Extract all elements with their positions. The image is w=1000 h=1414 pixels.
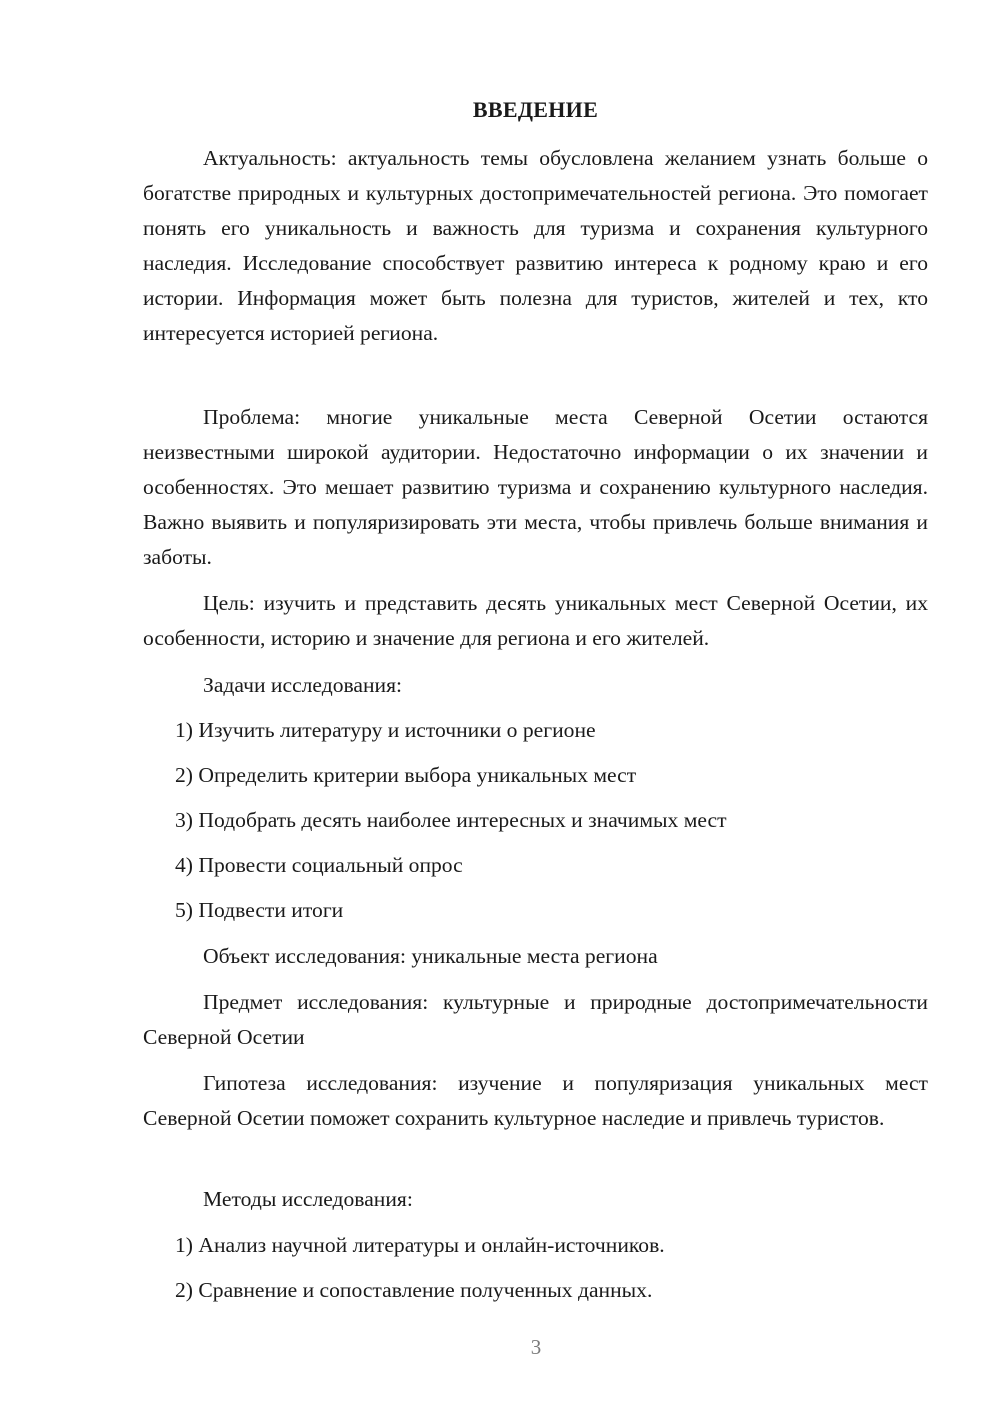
goal-paragraph: Цель: изучить и представить десять уникальных мест Северной Осетии, их особенности, историю и значение для региона и его жителей. — [143, 591, 928, 650]
task-item: 5) Подвести итоги — [175, 898, 344, 922]
task-item: 2) Определить критерии выбора уникальных мест — [175, 763, 637, 787]
problem-paragraph: Проблема: многие уникальные места Северной Осетии остаются неизвестными широкой аудитории. Недостаточно информации о их значении и особенностях. Это мешает развитию туризма и сохранению культурного наследия. Важно выявить и популяризировать эти места, чтобы привлечь больше внимания и заботы. — [143, 405, 928, 569]
section-heading: ВВЕДЕНИЕ — [472, 97, 599, 122]
methods-label: Методы исследования: — [203, 1187, 413, 1211]
tasks-label: Задачи исследования: — [203, 673, 403, 697]
object-paragraph: Объект исследования: уникальные места региона — [203, 944, 658, 968]
task-item: 1) Изучить литературу и источники о регионе — [175, 718, 596, 742]
method-item: 2) Сравнение и сопоставление полученных данных. — [175, 1278, 653, 1302]
page-number: 3 — [530, 1335, 542, 1359]
method-item: 1) Анализ научной литературы и онлайн-источников. — [175, 1233, 665, 1257]
task-item: 3) Подобрать десять наиболее интересных и значимых мест — [175, 808, 727, 832]
hypothesis-paragraph: Гипотеза исследования: изучение и популяризация уникальных мест Северной Осетии поможет сохранить культурное наследие и привлечь туристов. — [143, 1071, 928, 1130]
relevance-paragraph: Актуальность: актуальность темы обусловлена желанием узнать больше о богатстве природных и культурных достопримечательностей региона. Это помогает понять его уникальность и важность для туризма и сохранения культурного наследия. Исследование способствует развитию интереса к родному краю и его истории. Информация может быть полезна для туристов, жителей и тех, кто интересуется историей региона. — [143, 146, 928, 345]
subject-paragraph: Предмет исследования: культурные и природные достопримечательности Северной Осетии — [143, 990, 928, 1049]
task-item: 4) Провести социальный опрос — [175, 853, 463, 877]
